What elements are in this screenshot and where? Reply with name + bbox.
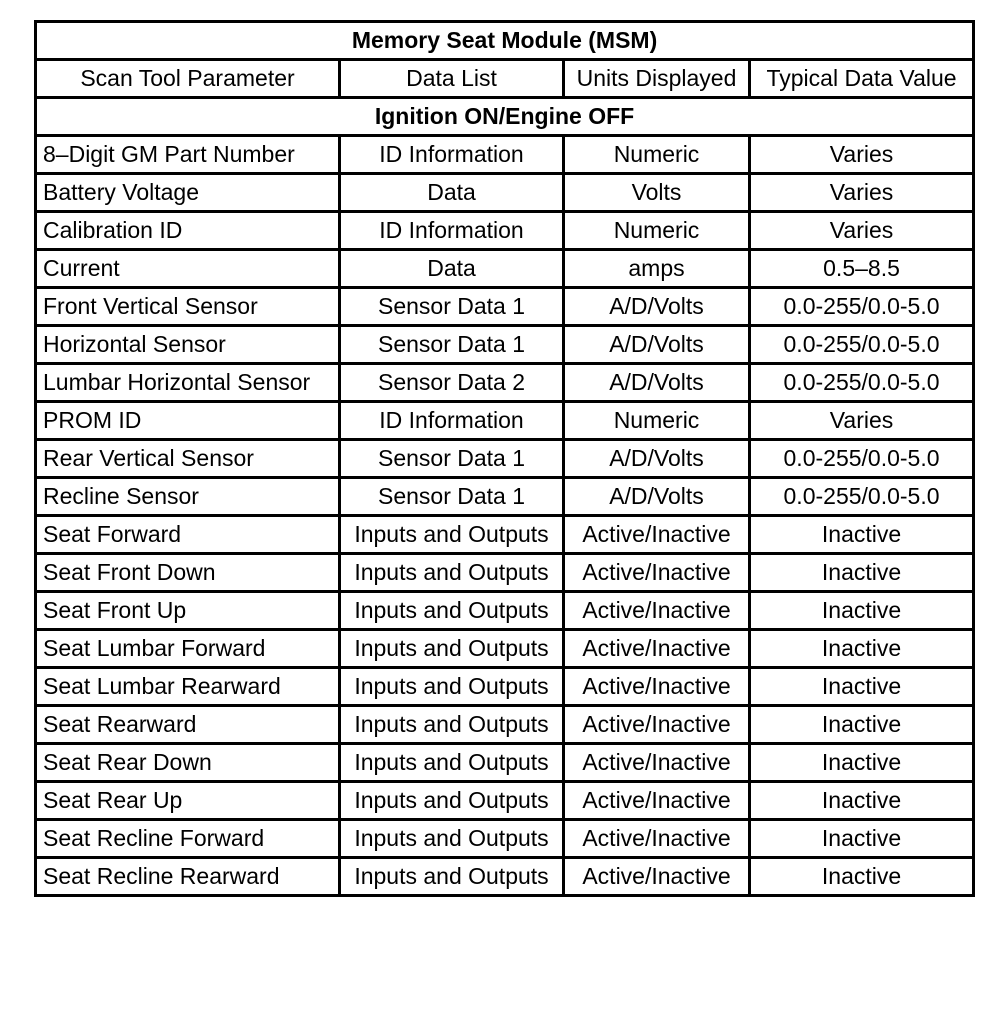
cell-data-list: Inputs and Outputs (340, 592, 564, 630)
column-header-units: Units Displayed (564, 60, 750, 98)
cell-typical-value: 0.0-255/0.0-5.0 (750, 326, 974, 364)
cell-parameter: Seat Lumbar Forward (36, 630, 340, 668)
cell-data-list: Data (340, 250, 564, 288)
table-row (36, 744, 974, 782)
cell-typical-value: Inactive (750, 782, 974, 820)
cell-typical-value: Inactive (750, 820, 974, 858)
cell-typical-value: 0.5–8.5 (750, 250, 974, 288)
cell-data-list: Sensor Data 1 (340, 440, 564, 478)
table-row (36, 706, 974, 744)
cell-typical-value: Inactive (750, 554, 974, 592)
table-row (36, 326, 974, 364)
cell-data-list: Inputs and Outputs (340, 782, 564, 820)
cell-data-list: Sensor Data 1 (340, 288, 564, 326)
cell-units: Active/Inactive (564, 706, 750, 744)
cell-parameter: Seat Recline Rearward (36, 858, 340, 896)
table-body (36, 22, 974, 896)
cell-data-list: Inputs and Outputs (340, 554, 564, 592)
cell-units: Active/Inactive (564, 668, 750, 706)
table-row (36, 554, 974, 592)
cell-typical-value: Varies (750, 174, 974, 212)
cell-units: Active/Inactive (564, 782, 750, 820)
cell-typical-value: Inactive (750, 744, 974, 782)
cell-parameter: Front Vertical Sensor (36, 288, 340, 326)
cell-parameter: 8–Digit GM Part Number (36, 136, 340, 174)
section-row (36, 98, 974, 136)
cell-typical-value: 0.0-255/0.0-5.0 (750, 364, 974, 402)
cell-units: A/D/Volts (564, 326, 750, 364)
cell-parameter: Recline Sensor (36, 478, 340, 516)
column-header-row (36, 60, 974, 98)
table-row (36, 136, 974, 174)
table-row (36, 250, 974, 288)
table-title: Memory Seat Module (MSM) (36, 22, 974, 60)
table-row (36, 858, 974, 896)
cell-parameter: Seat Recline Forward (36, 820, 340, 858)
table-row (36, 516, 974, 554)
cell-parameter: Seat Front Up (36, 592, 340, 630)
cell-units: Numeric (564, 212, 750, 250)
cell-units: Active/Inactive (564, 744, 750, 782)
cell-data-list: ID Information (340, 212, 564, 250)
cell-units: Active/Inactive (564, 820, 750, 858)
cell-data-list: Inputs and Outputs (340, 858, 564, 896)
cell-parameter: Rear Vertical Sensor (36, 440, 340, 478)
cell-units: Active/Inactive (564, 630, 750, 668)
cell-units: Active/Inactive (564, 554, 750, 592)
cell-parameter: Seat Rear Down (36, 744, 340, 782)
cell-units: Numeric (564, 136, 750, 174)
table-row (36, 288, 974, 326)
column-header-typical-value: Typical Data Value (750, 60, 974, 98)
cell-parameter: Seat Forward (36, 516, 340, 554)
cell-typical-value: Inactive (750, 858, 974, 896)
cell-units: Active/Inactive (564, 858, 750, 896)
cell-typical-value: Varies (750, 402, 974, 440)
cell-parameter: Seat Rearward (36, 706, 340, 744)
cell-units: Active/Inactive (564, 516, 750, 554)
cell-units: Volts (564, 174, 750, 212)
table-row (36, 174, 974, 212)
cell-typical-value: 0.0-255/0.0-5.0 (750, 478, 974, 516)
cell-typical-value: 0.0-255/0.0-5.0 (750, 288, 974, 326)
cell-data-list: Sensor Data 1 (340, 478, 564, 516)
table-row (36, 478, 974, 516)
cell-units: A/D/Volts (564, 478, 750, 516)
table-row (36, 820, 974, 858)
table-row (36, 440, 974, 478)
cell-typical-value: Inactive (750, 668, 974, 706)
cell-data-list: Inputs and Outputs (340, 820, 564, 858)
cell-parameter: Seat Lumbar Rearward (36, 668, 340, 706)
table-title-row (36, 22, 974, 60)
cell-units: Numeric (564, 402, 750, 440)
cell-typical-value: Inactive (750, 592, 974, 630)
cell-data-list: Inputs and Outputs (340, 744, 564, 782)
table-row (36, 782, 974, 820)
cell-parameter: Battery Voltage (36, 174, 340, 212)
cell-typical-value: Inactive (750, 516, 974, 554)
cell-data-list: Inputs and Outputs (340, 516, 564, 554)
cell-units: A/D/Volts (564, 288, 750, 326)
cell-data-list: Sensor Data 1 (340, 326, 564, 364)
cell-parameter: PROM ID (36, 402, 340, 440)
cell-data-list: ID Information (340, 402, 564, 440)
cell-parameter: Horizontal Sensor (36, 326, 340, 364)
table-row (36, 630, 974, 668)
column-header-parameter: Scan Tool Parameter (36, 60, 340, 98)
cell-typical-value: Varies (750, 136, 974, 174)
table-row (36, 668, 974, 706)
cell-units: amps (564, 250, 750, 288)
table-row (36, 402, 974, 440)
msm-data-table (34, 20, 975, 897)
cell-units: Active/Inactive (564, 592, 750, 630)
cell-units: A/D/Volts (564, 440, 750, 478)
cell-parameter: Seat Rear Up (36, 782, 340, 820)
section-title: Ignition ON/Engine OFF (36, 98, 974, 136)
cell-typical-value: Inactive (750, 630, 974, 668)
cell-parameter: Calibration ID (36, 212, 340, 250)
cell-parameter: Current (36, 250, 340, 288)
cell-data-list: Inputs and Outputs (340, 668, 564, 706)
table-row (36, 364, 974, 402)
cell-typical-value: Varies (750, 212, 974, 250)
cell-units: A/D/Volts (564, 364, 750, 402)
cell-parameter: Seat Front Down (36, 554, 340, 592)
cell-data-list: ID Information (340, 136, 564, 174)
cell-typical-value: 0.0-255/0.0-5.0 (750, 440, 974, 478)
cell-data-list: Inputs and Outputs (340, 630, 564, 668)
cell-parameter: Lumbar Horizontal Sensor (36, 364, 340, 402)
cell-typical-value: Inactive (750, 706, 974, 744)
column-header-data-list: Data List (340, 60, 564, 98)
table-row (36, 592, 974, 630)
cell-data-list: Data (340, 174, 564, 212)
table-row (36, 212, 974, 250)
cell-data-list: Inputs and Outputs (340, 706, 564, 744)
cell-data-list: Sensor Data 2 (340, 364, 564, 402)
